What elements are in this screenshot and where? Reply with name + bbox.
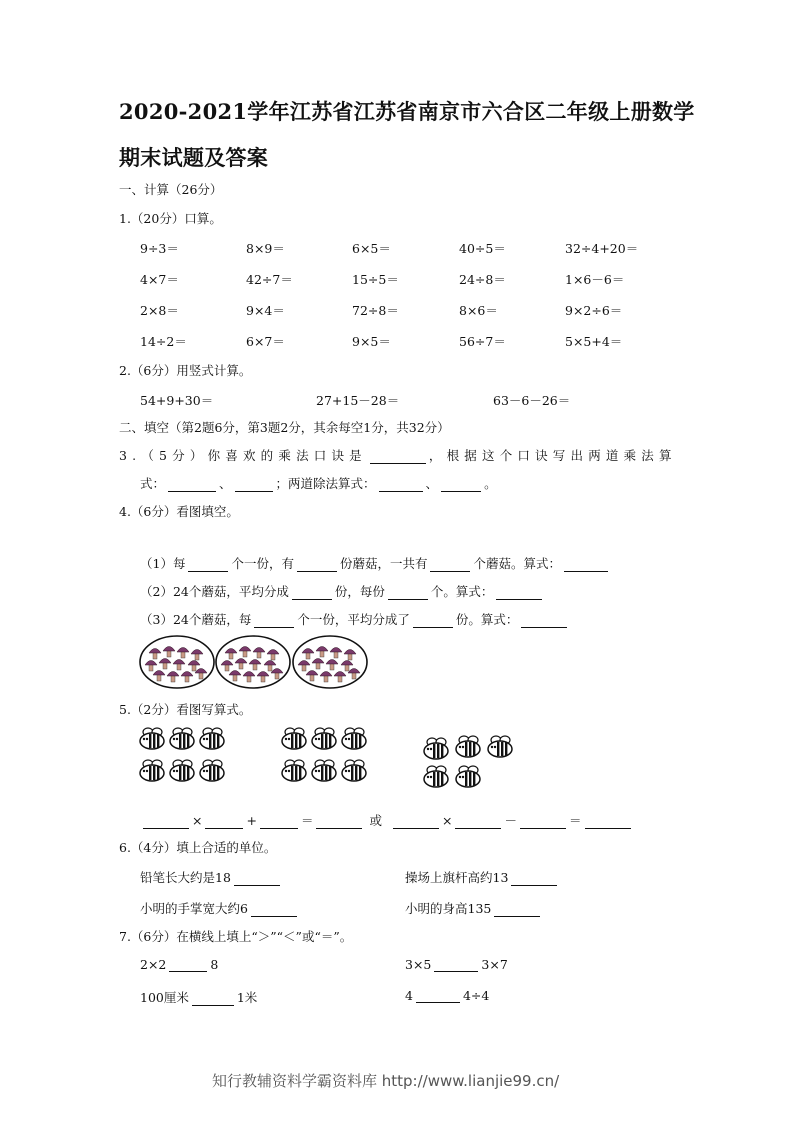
answer-blank[interactable] [393,814,439,829]
oral-calc-item: 42÷7＝ [246,272,293,287]
answer-blank[interactable] [251,902,297,917]
answer-blank[interactable] [168,477,216,492]
bee-icon [488,736,512,757]
section-heading: 二、填空（第2题6分，第3题2分，其余每空1分，共32分） [119,420,450,435]
bee-icon [424,766,448,787]
answer-blank[interactable] [511,871,557,886]
oral-calc-item: 56÷7＝ [459,334,506,349]
mushroom-icon [298,661,310,672]
bee-icon [424,738,448,759]
mushroom-icon [159,659,171,670]
bee-icon [342,760,366,781]
compare-item: 2×2 8 [140,957,219,972]
mushroom-icon [149,649,161,660]
question-3-line2: 式： 、 ；两道除法算式： 、 。 [140,476,497,491]
mushroom-icon [177,648,189,659]
mushroom-icon [173,660,185,671]
vertical-calc-item: 54+9+30＝ [140,393,214,408]
mushroom-icon [316,647,328,658]
bee-icon [140,728,164,749]
bee-icon [456,766,480,787]
bee-icon [282,760,306,781]
answer-blank[interactable] [192,991,234,1006]
question-5-formula: × + ＝ 或 × － ＝ [140,811,634,829]
answer-blank[interactable] [292,585,332,600]
oral-calc-item: 8×6＝ [459,303,498,318]
unit-item: 小明的手掌宽大约6 [140,899,300,917]
question-label: 7.（6分）在横线上填上“＞”“＜”或“＝”。 [119,929,353,944]
mushroom-icon [195,669,207,680]
oral-calc-item: 32÷4+20＝ [565,241,639,256]
mushroom-icon [249,660,261,671]
page-title: 2020-2021学年江苏省江苏省南京市六合区二年级上册数学 [119,99,695,124]
question-label: 5.（2分）看图写算式。 [119,702,252,717]
oral-calc-item: 9×2÷6＝ [565,303,623,318]
unit-item: 小明的身高135 [405,899,543,917]
answer-blank[interactable] [169,957,207,972]
mushroom-icon [225,649,237,660]
unit-item: 操场上旗杆高约13 [405,868,560,886]
bee-icon [170,728,194,749]
mushroom-icon [235,659,247,670]
mushroom-icon [334,672,346,683]
oral-calc-item: 9÷3＝ [140,241,179,256]
bee-icon [456,736,480,757]
compare-item: 4 4÷4 [405,988,490,1003]
answer-blank[interactable] [260,814,298,829]
bee-groups-figure [138,725,528,800]
answer-blank[interactable] [235,477,273,492]
answer-blank[interactable] [585,814,631,829]
answer-blank[interactable] [434,957,478,972]
oral-calc-item: 6×7＝ [246,334,285,349]
oral-calc-item: 40÷5＝ [459,241,506,256]
footer-watermark: 知行教辅资料学霸资料库 http://www.lianjie99.cn/ [212,1072,560,1090]
mushroom-icon [145,661,157,672]
mushroom-icon [253,648,265,659]
bee-icon [140,760,164,781]
answer-blank[interactable] [205,814,243,829]
answer-blank[interactable] [564,557,608,572]
compare-item: 3×5 3×7 [405,957,508,972]
question-label: 6.（4分）填上合适的单位。 [119,840,277,855]
mushroom-icon [243,672,255,683]
mushroom-icon [306,671,318,682]
bee-icon [312,728,336,749]
oral-calc-item: 5×5+4＝ [565,334,623,349]
bee-icon [170,760,194,781]
bee-icon [200,760,224,781]
answer-blank[interactable] [416,988,460,1003]
mushroom-icon [257,672,269,683]
question-label: 2.（6分）用竖式计算。 [119,363,252,378]
answer-blank[interactable] [494,902,540,917]
answer-blank[interactable] [520,814,566,829]
oral-calc-item: 6×5＝ [352,241,391,256]
mushroom-icon [191,650,203,661]
oral-calc-item: 8×9＝ [246,241,285,256]
answer-blank[interactable] [521,613,567,628]
mushroom-icon [302,649,314,660]
mushroom-icon [330,648,342,659]
answer-blank[interactable] [297,557,337,572]
answer-blank[interactable] [188,557,228,572]
answer-blank[interactable] [143,814,189,829]
section-heading: 一、计算（26分） [119,182,223,197]
oral-calc-item: 14÷2＝ [140,334,187,349]
question-4-sub1: （1）每 个一份，有 份蘑菇，一共有 个蘑菇。算式： [140,554,611,572]
mushroom-icon [348,669,360,680]
mushroom-icon [267,650,279,661]
oral-calc-item: 24÷8＝ [459,272,506,287]
unit-item: 铅笔长大约是18 [140,868,283,886]
answer-blank[interactable] [234,871,280,886]
oral-calc-item: 1×6－6＝ [565,272,625,287]
mushroom-icon [163,647,175,658]
answer-blank[interactable] [496,585,542,600]
mushroom-icon [153,671,165,682]
mushroom-groups-figure [138,634,370,690]
mushroom-icon [326,660,338,671]
mushroom-icon [229,671,241,682]
oral-calc-item: 2×8＝ [140,303,179,318]
question-label: 4.（6分）看图填空。 [119,504,239,519]
question-3-line1: 3.（5分）你喜欢的乘法口诀是 ，根据这个口诀写出两道乘法算 [119,448,677,463]
oral-calc-item: 15÷5＝ [352,272,399,287]
answer-blank[interactable] [379,477,423,492]
answer-blank[interactable] [430,557,470,572]
answer-blank[interactable] [388,585,428,600]
oral-calc-item: 72÷8＝ [352,303,399,318]
vertical-calc-item: 63－6－26＝ [493,393,571,408]
question-label: 1.（20分）口算。 [119,211,222,226]
question-4-sub2: （2）24个蘑菇，平均分成 份，每份 个。算式： [140,582,545,600]
answer-blank[interactable] [455,814,501,829]
mushroom-icon [239,647,251,658]
bee-icon [200,728,224,749]
oral-calc-item: 9×5＝ [352,334,391,349]
mushroom-icon [320,672,332,683]
bee-icon [282,728,306,749]
compare-item: 100厘米 1米 [140,990,258,1005]
mushroom-icon [344,650,356,661]
bee-icon [342,728,366,749]
bee-icon [312,760,336,781]
oral-calc-item: 9×4＝ [246,303,285,318]
answer-blank[interactable] [441,477,481,492]
answer-blank[interactable] [316,814,362,829]
answer-blank[interactable] [413,613,453,628]
mushroom-icon [312,659,324,670]
mushroom-icon [221,661,233,672]
mushroom-icon [167,672,179,683]
vertical-calc-item: 27+15－28＝ [316,393,400,408]
mushroom-icon [271,669,283,680]
answer-blank[interactable] [370,449,426,464]
question-4-sub3: （3）24个蘑菇，每 个一份，平均分成了 份。算式： [140,610,570,628]
page-title-line2: 期末试题及答案 [119,145,269,170]
oral-calc-item: 4×7＝ [140,272,179,287]
mushroom-icon [181,672,193,683]
answer-blank[interactable] [254,613,294,628]
